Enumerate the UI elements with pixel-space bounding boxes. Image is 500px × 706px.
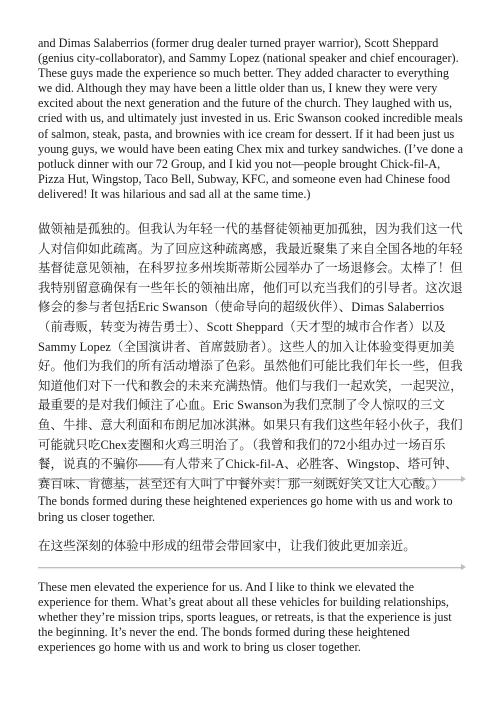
divider-top — [38, 479, 464, 480]
pull-quote-english: The bonds formed during these heightened experiences go home with us and work to bring us closer together. — [38, 494, 453, 524]
chinese-paragraph-1: 做领袖是孤独的。但我认为年轻一代的基督徒领袖更加孤独，因为我们这一代人对信仰如此疏离。为了回应这种疏离感，我最近聚集了来自全国各地的年轻基督徒意见领袖，在科罗拉多州埃斯蒂斯公园举办了一场退修会。太棒了！但我特别留意确保有一些年长的领袖出席，他们可以充当我们的引导者。这次退修会的参与者包括Eric Swanson（使命导向的超级伙伴）、Dimas Salaberrios（前毒贩，转变为祷告勇士）、Scott Sheppard（天才型的城市合作者）以及Sammy Lopez（全国演讲者、首席鼓励者）。这些人的加入让体验变得更加美好。他们为我们的所有活动增添了色彩。虽然他们可能比我们年长一些，但我知道他们对下一代和教会的未来充满热情。他们与我们一起欢笑，一起哭泣，最重要的是对我们倾注了心血。Eric Swanson为我们烹制了令人惊叹的三文鱼、牛排、意大利面和布朗尼加冰淇淋。如果只有我们这些年轻小伙子，我们可能就只吃Chex麦圈和火鸡三明治了。（我曾和我们的72小组办过一场百乐餐，说真的不骗你——有人带来了Chick-fil-A、必胜客、Wingstop、塔可钟、赛百味、肯德基，甚至还有人叫了中餐外卖！那一刻既好笑又让人心酸。） — [38, 222, 463, 491]
divider-bottom — [38, 567, 464, 568]
pull-quote-chinese: 在这些深刻的体验中形成的纽带会带回家中，让我们彼此更加亲近。 — [38, 539, 416, 553]
english-paragraph-2: These men elevated the experience for us. And I like to think we elevated the experience for them. What’s great about all these vehicles for building relationships, whether they’re mission trips, sports leagues, or retreats, is that the experience is just the beginning. It’s never the end. The bonds formed during these heightened experiences go home with us and work to bring us closer together. — [38, 580, 452, 655]
english-paragraph-1: and Dimas Salaberrios (former drug dealer turned prayer warrior), Scott Sheppard (genius city-collaborator), and Sammy Lopez (national speaker and chief encourager). These guys made the experience so much better. They added character to everything we did. Although they may have been a little older than us, I knew they were very excited about the next generation and the future of the church. They laughed with us, cried with us, and ultimately just invested in us. Eric Swanson cooked incredible meals of salmon, steak, pasta, and brownies with ice cream for dessert. If it had been just us young guys, we would have been eating Chex mix and turkey sandwiches. (I’ve done a potluck dinner with our 72 Group, and I kid you not—people brought Chick-fil-A, Pizza Hut, Wingstop, Taco Bell, Subway, KFC, and someone even had Chinese food delivered! It was hilarious and sad all at the same time.) — [38, 36, 464, 201]
